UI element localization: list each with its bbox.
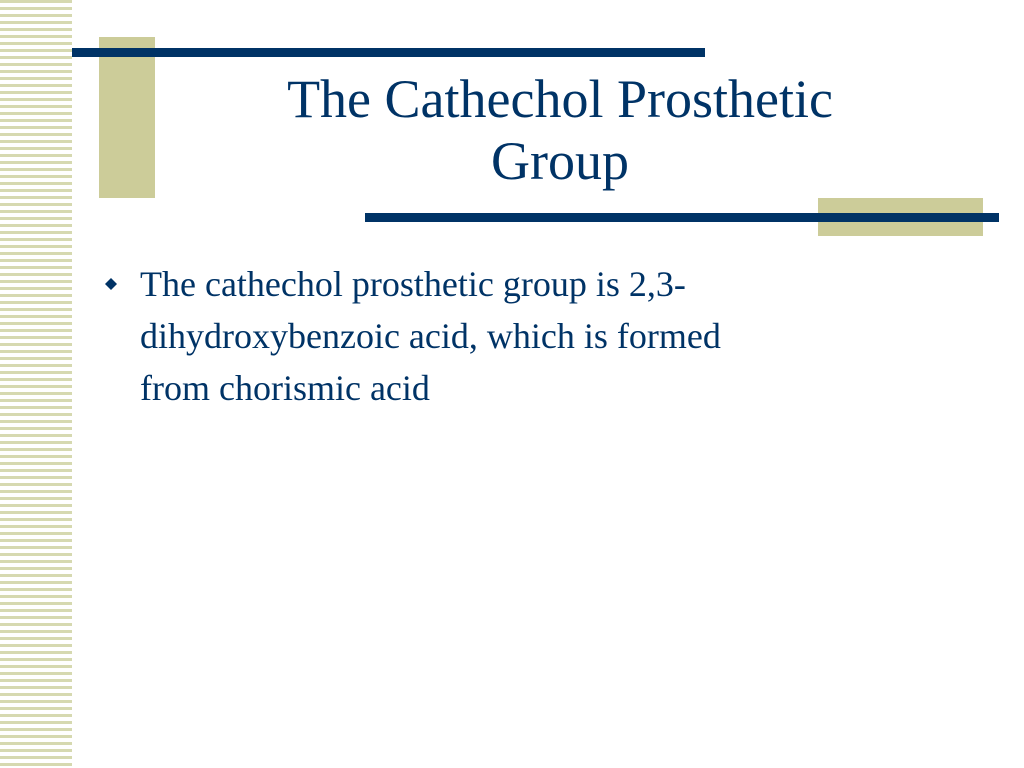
diamond-bullet-icon	[105, 278, 117, 290]
left-stripe-decoration	[0, 0, 72, 768]
bullet-item	[105, 258, 865, 414]
bottom-rule-line	[365, 213, 999, 222]
bullet-text	[140, 258, 721, 414]
bullet-text-line-2: dihydroxybenzoic acid, which is formed	[140, 316, 721, 356]
top-rule-line	[72, 48, 705, 57]
slide-title-line-2: Group	[491, 131, 629, 191]
slide-title-line-1: The Cathechol Prosthetic	[287, 69, 833, 129]
bullet-text-line-1: The cathechol prosthetic group is 2,3-	[140, 264, 686, 304]
slide-title	[160, 68, 960, 192]
top-accent-block	[99, 37, 155, 198]
bullet-text-line-3: from chorismic acid	[140, 368, 430, 408]
